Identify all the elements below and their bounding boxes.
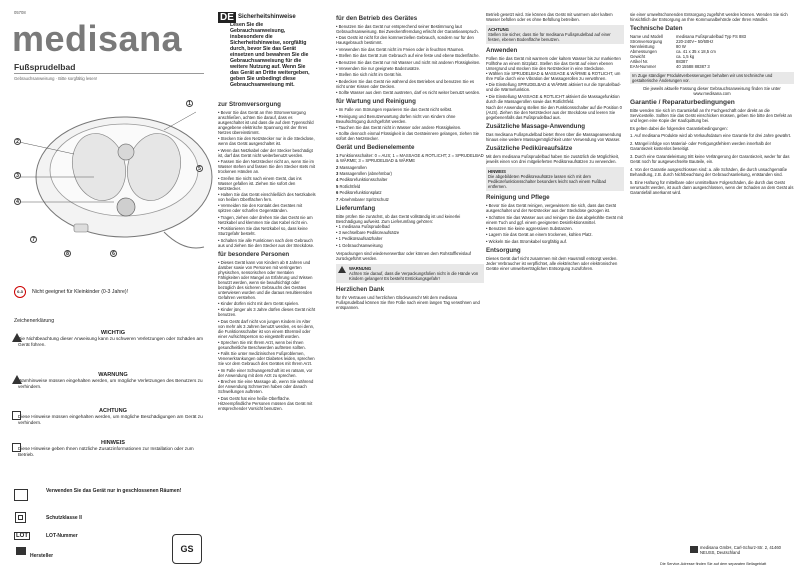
- lot-text: LOT-Nummer: [46, 533, 78, 539]
- image-number-2: 2: [14, 138, 21, 145]
- legend-title: Zeichenerklärung: [14, 318, 55, 324]
- list-item: • Verwenden Sie das Gerät nicht im Freien oder in feuchten Räumen.: [336, 47, 484, 52]
- tech-data-heading: Technische Daten: [630, 25, 683, 32]
- service-note: Die Service-Adresse finden Sie auf dem separaten Beilageblatt: [660, 562, 767, 566]
- legend-important-title: WICHTIG: [100, 330, 126, 336]
- list-item: • Tauchen Sie das Gerät nicht in Wasser oder andere Flüssigkeiten.: [336, 125, 484, 130]
- language-tag: DE: [220, 12, 234, 23]
- caution-icon: [12, 411, 21, 420]
- list-item: • Verwenden Sie nur geeignete Badezusätze.: [336, 66, 484, 71]
- list-item: • Benutzen Sie das Gerät nur mit Wasser und nicht mit anderen Flüssigkeiten.: [336, 60, 484, 65]
- maintenance-heading: für Wartung und Reinigung: [336, 98, 416, 106]
- list-item: • 3 wechselbare Pediküreaufsätze: [336, 230, 484, 235]
- list-item: • Benutzen Sie das Gerät nur entsprechend seiner Bestimmung laut Gebrauchsanweisung. Bei Zweckentfremdung erlischt der Garantieanspruch.: [336, 24, 484, 34]
- title-divider: [14, 73, 204, 74]
- product-title: Fußsprudelbad: [14, 62, 76, 72]
- list-item: • Die Einstellung MASSAGE & ROTLICHT aktiviert die Massagefunktion durch die Massagerollen sowie das Rotlichtfeld.: [486, 94, 624, 104]
- list-item: • Reinigung und Benutzerwartung dürfen nicht von Kindern ohne Beaufsichtigung durchgeführt werden.: [336, 114, 484, 124]
- table-row: Stromversorgung 220-240V~ 50/60Hz: [630, 39, 714, 44]
- legend-warning-text: Warnhinweise müssen eingehalten werden, um mögliche Verletzungen des Benutzers zu verhindern.: [18, 378, 203, 389]
- sgs-logo: GS: [172, 534, 202, 564]
- table-row: Name und Modell medisana Fußsprudelbad Typ FS 883: [630, 34, 746, 39]
- packaging-note: Verpackungen sind wiederverwertbar oder können dem Rohstoffkreislauf zurückgeführt werden.: [336, 250, 471, 261]
- manufacturer-text: Hersteller: [30, 553, 54, 559]
- image-number-3: 3: [14, 172, 21, 179]
- cleaning-heading: Reinigung und Pflege: [486, 194, 550, 202]
- list-item: • Benutzen Sie keine aggressiven Substanzen.: [486, 226, 624, 231]
- list-item: • Das Gerät darf nicht von jungen Kindern im Alter von mehr als 3 Jahren benutzt werden, es sei denn, die Funktionsschalter ist von einem Elternteil oder einer Aufsichtsperson so eingestellt worden.: [218, 319, 316, 339]
- safety-title: Sicherheitshinweise: [238, 14, 296, 20]
- table-row: Abmessungen ca. 41 x 35 x 18,5 cm: [630, 49, 716, 54]
- achtung-title: ACHTUNG: [488, 27, 509, 32]
- warranty-heading: Garantie / Reparaturbedingungen: [630, 99, 735, 106]
- legend-caution-title: ACHTUNG: [99, 408, 127, 414]
- column-4: [486, 12, 624, 572]
- achtung-box: [486, 25, 624, 44]
- legend-warning-title: WARNUNG: [98, 372, 128, 378]
- pedicure-text: Mit dem medisana Fußsprudelbad haben Sie zusätzlich die Möglichkeit, jeweils einen von drei mitgelieferten Pediküreaufsätzen zu verwenden.: [486, 154, 620, 165]
- list-item: • 1 medisana Fußsprudelbad: [336, 224, 484, 229]
- protection-class-text: Schutzklasse II: [46, 515, 82, 521]
- list-item: • Tragen, ziehen oder drehen Sie das Gerät nie am Netzkabel und klemmen Sie das Kabel nicht ein.: [218, 215, 316, 225]
- image-number-8: 8: [64, 250, 71, 257]
- usage-heading: Anwenden: [486, 47, 518, 54]
- list-item: • Fassen Sie den Netzstecker nicht an, wenn Sie im Wasser stehen und fassen Sie den Stecker stets mit trockenen Händen an.: [218, 159, 316, 174]
- operation-heading: für den Betrieb des Gerätes: [336, 15, 418, 22]
- list-item: • Bedecken Sie das Gerät nie während des Betriebes und benutzen Sie es nicht unter Kissen oder Decken.: [336, 79, 484, 89]
- legend-important: [18, 330, 208, 347]
- achtung-text: Stellen Sie sicher, dass Sie für medisana Fußsprudelbad auf einer festen, ebenen Bodenfläche benutzen.: [488, 32, 611, 42]
- info-icon: [12, 443, 21, 452]
- product-subtitle: Gebrauchsanweisung · Bitte sorgfältig lesen!: [14, 76, 98, 81]
- company-address: medisana GmbH, Carl-Schurz-Str. 2, 41460 NEUSS, Deutschland: [700, 545, 781, 555]
- image-number-6: 6: [110, 250, 117, 257]
- disposal-heading: Entsorgung: [486, 246, 521, 254]
- list-item: • Halten Sie das Gerät einschließlich des Netzkabels von heißen Oberflächen fern.: [218, 192, 316, 202]
- lot-code: LOT: [16, 533, 28, 539]
- after-use-text: Nach der Anwendung stellen Sie den Funktionsschalter auf die Position 0 (AUS). Ziehen Sie den Netzstecker aus der Steckdose und leeren Sie gegebenenfalls das Fußsprudelbad aus.: [486, 105, 622, 121]
- packaging-warning-title: WARNUNG: [349, 265, 372, 271]
- manufacturer-icon: [16, 547, 26, 555]
- hinweis-title: HINWEIS: [488, 169, 506, 175]
- list-item: • Das Gerät ist nicht für den kommerziellen Gebrauch, sondern nur für den Hausgebrauch bestimmt.: [336, 35, 484, 45]
- column-2: [218, 98, 316, 568]
- table-row: Artikel Nr. 88387: [630, 59, 688, 64]
- list-item: • Bevor Sie das Gerät an Ihre Stromversorgung anschließen, achten Sie darauf, dass es ausgeschaltet ist und dass die auf dem Typenschild angegebene elektrische Spannung mit der Ihres Netzes übereinstimmt.: [218, 110, 316, 135]
- thanks-heading: Herzlichen Dank: [336, 285, 385, 293]
- delivery-heading: Lieferumfang: [336, 204, 376, 212]
- safety-intro: Lesen Sie die Gebrauchsanweisung, insbesondere die Sicherheitshinweise, sorgfältig durch, bevor Sie das Gerät einsetzen und bewahren Sie die Gebrauchsanweisung für die weitere Nutzung auf. Wenn Sie das Gerät an Dritte weitergeben, geben Sie unbedingt diese Gebrauchsanweisung mit.: [230, 22, 310, 88]
- delivery-list: [336, 224, 484, 248]
- disposal-text: Dieses Gerät darf nicht zusammen mit dem Hausmüll entsorgt werden. Jeder Verbraucher ist verpflichtet, alle elektrischen oder elektronischen Geräte einer umweltverträglichen Entsorgung zuzuführen.: [486, 255, 618, 271]
- table-row: EAN-Nummer 40 15588 88387 3: [630, 64, 710, 69]
- indoor-use-icon: [14, 489, 28, 501]
- specs-table: [630, 34, 794, 69]
- hinweis-text: Die abgebildeten Pediküreaufsätze lassen sich mit dem Pedikürefunktionsschalter besonders leicht nach einem Fußbad entfernen.: [488, 174, 607, 190]
- list-item: • Lagern Sie das Gerät an einem trockenen, kühlen Platz.: [486, 232, 624, 237]
- list-item: 4. Von der Garantie ausgeschlossen sind: a. alle Schäden, die durch unsachgemäße Behandlung, z.B. durch Nichtbeachtung der Gebrauchsanleitung, entstanden sind.: [630, 167, 788, 177]
- column-5: [630, 12, 794, 512]
- warning-triangle-icon: [12, 333, 22, 342]
- special-persons-list: [218, 260, 316, 411]
- legend-warning: [18, 372, 208, 389]
- controls-heading: Gerät und Bedienelemente: [336, 144, 415, 152]
- image-number-5: 5: [196, 165, 203, 172]
- list-item: • Die Einstellung SPRUDELBAD & WÄRME aktiviert nur die Sprudelbad- und die Wärmefunktion.: [486, 82, 624, 92]
- legend-hint-text: Diese Hinweise geben Ihnen nützliche Zusatzinformationen zur Installation oder zum Betrieb.: [18, 446, 194, 457]
- legend-important-text: Die Nichtbeachtung dieser Anweisung kann zu schweren Verletzungen oder Schäden am Gerät führen.: [18, 336, 204, 347]
- usage-list: [486, 71, 624, 104]
- list-item: • Schütten Sie das Wasser aus und reinigen Sie das abgekühlte Gerät mit einem Tuch und ggf. einem geeigneten Desinfektionsmittel.: [486, 215, 624, 225]
- list-item: • 1 Gebrauchsanweisung: [336, 243, 484, 248]
- list-item: • Brechen Sie eine Massage ab, wenn Sie während der Anwendung Schmerzen haben oder danach Schwellungen auftreten.: [218, 379, 316, 394]
- spec-note: Im Zuge ständiger Produktverbesserungen behalten wir uns technische und gestalterische Änderungen vor.: [630, 72, 794, 84]
- col5-intro: sie einer umweltschonenden Entsorgung zugeführt werden können. Wenden Sie sich hinsichtlich der Entsorgung an Ihre Kommunalbehörde oder Ihren Händler.: [630, 12, 788, 22]
- list-item: • Sollte dennoch einmal Flüssigkeit in das Geräteinnere gelangen, ziehen Sie sofort den Netzstecker.: [336, 131, 484, 141]
- image-number-4: 4: [14, 198, 21, 205]
- table-row: Gewicht ca. 1,5 kg: [630, 54, 695, 59]
- list-item: • Bevor Sie das Gerät reinigen, vergewissern Sie sich, dass das Gerät ausgeschaltet und der Netzstecker aus der Steckdose gezogen ist.: [486, 203, 624, 213]
- cleaning-list: [486, 203, 624, 244]
- special-persons-heading: für besondere Personen: [218, 250, 290, 258]
- col4-intro: Betrieb gesetzt wird. Sie können das Gerät mit warmem oder kaltem Wasser befüllen oder es ohne Befüllung betreiben.: [486, 12, 613, 22]
- image-number-7: 7: [30, 236, 37, 243]
- list-item: • Wählen Sie SPRUDELBAD & MASSAGE & WÄRME & ROTLICHT, um Ihre Füße durch eine Vibration der Massagerollen zu verwöhnen.: [486, 71, 624, 81]
- legend-caution: [18, 408, 208, 425]
- child-warning-icon: 0-3: [14, 286, 26, 298]
- hinweis-box: [486, 167, 624, 191]
- list-item: • Stecken Sie den Netzstecker nur in die Steckdose, wenn das Gerät ausgeschaltet ist.: [218, 136, 316, 146]
- product-illustration: [14, 82, 214, 262]
- child-warning-text: Nicht geeignet für Kleinkinder (0-3 Jahre)!: [32, 289, 129, 295]
- power-list: [218, 110, 316, 248]
- list-item: • Dieses Gerät kann von Kindern ab 8 Jahren und darüber sowie von Personen mit verringerten physischen, sensorischen oder mentalen Fähigkeiten oder Mangel an Erfahrung und Wissen benutzt werden, wenn sie beaufsichtigt oder bezüglich des sicheren Gebrauchs des Gerätes unterwiesen wurden und die daraus resultierenden Gefahren verstehen.: [218, 260, 316, 300]
- list-item: 1. Auf medisana Produkte wird ab Verkaufsdatum eine Garantie für drei Jahre gewährt.: [630, 133, 792, 138]
- brand-logo: medisana: [12, 18, 183, 59]
- delivery-intro: Bitte prüfen Sie zunächst, ob das Gerät vollständig ist und keinerlei Beschädigung aufweist. Zum Lieferumfang gehören:: [336, 213, 461, 224]
- operation-list: [336, 24, 484, 95]
- protection-class-icon: [15, 512, 26, 523]
- table-row: Nennleistung 80 W: [630, 44, 686, 49]
- list-item: • Schalten Sie alle Funktionen nach dem Gebrauch aus und ziehen Sie den Stecker aus der Steckdose.: [218, 238, 316, 248]
- legend-hint-title: HINWEIS: [101, 440, 125, 446]
- list-item: • Das Gerät hat eine heiße Oberfläche. Hitzeempfindliche Personen müssen das Gerät mit entsprechender Vorsicht benutzen.: [218, 396, 316, 411]
- list-item: • 1 Pedikürsaufsatzhalter: [336, 236, 484, 241]
- legend-hint: [18, 440, 208, 457]
- list-item: 7 Abnehmbarer Spritzschutz: [336, 196, 389, 202]
- doc-note: Die jeweils aktuelle Fassung dieser Gebrauchsanweisung finden Sie unter www.medisana.com: [643, 86, 781, 96]
- list-item: • Positionieren Sie das Netzkabel so, dass keine Sturzgefahr besteht.: [218, 226, 316, 236]
- list-item: 2 Massagerollen: [336, 164, 367, 170]
- packaging-warning-text: Achten Sie darauf, dass die Verpackungsfolien nicht in die Hände von Kindern gelangen! Es besteht Erstickungsgefahr!: [349, 270, 479, 281]
- warning-triangle-icon: [338, 266, 346, 273]
- maintenance-list: [336, 107, 484, 141]
- packaging-warning: [336, 264, 484, 283]
- thanks-text: für Ihr Vertrauen und herzlichen Glückwunsch! Mit dem medisana Fußsprudelbad können Sie Ihre Füße nach einem langen Tag verwöhnen und entspannen.: [336, 294, 480, 310]
- massage-heading: Zusätzliche Massage-Anwendung: [486, 123, 586, 131]
- list-item: • Greifen Sie nicht nach einem Gerät, das ins Wasser gefallen ist. Ziehen Sie sofort den Netzstecker.: [218, 176, 316, 191]
- list-item: • Sollte Wasser aus dem Gerät austreten, darf es nicht weiter benutzt werden.: [336, 90, 484, 95]
- list-item: 5 Rotlichtfeld: [336, 183, 361, 189]
- list-item: 6 Pedikürefunktionsplatz: [336, 190, 382, 196]
- image-number-1: 1: [186, 100, 193, 107]
- list-item: 3 Massagerollen (abnehmbar): [336, 171, 392, 177]
- list-item: • Kinder jünger als 3 Jahre dürfen dieses Gerät nicht benutzen.: [218, 307, 316, 317]
- column-3: [336, 12, 484, 572]
- list-item: 4 Pedikürefunktionsschalter: [336, 177, 388, 183]
- list-item: 2. Mängel infolge von Material- oder Fertigungsfehlern werden innerhalb der Garantiezeit kostenlos beseitigt.: [630, 141, 772, 151]
- list-item: • Stellen Sie sich nicht im Gerät hin.: [336, 72, 484, 77]
- controls-list: [336, 153, 484, 201]
- list-item: • Vermeiden Sie den Kontakt des Gerätes mit spitzen oder scharfen Gegenständen.: [218, 203, 316, 213]
- list-item: • Wickeln Sie das Stromkabel sorgfältig auf.: [486, 239, 624, 244]
- list-item: • Falls Sie unter medizinischen Fußproblemen, Venenerkrankungen oder Diabetes leiden, sprechen Sie vor dem Gebrauch des Gerätes mit Ihrem Arzt.: [218, 351, 316, 366]
- list-item: • Im Falle von Störungen reparieren Sie das Gerät nicht selbst.: [336, 107, 484, 112]
- usage-text: Füllen Sie das Gerät mit warmem oder kaltem Wasser bis zur markierten Füllhöhe an einem Sitzplatz. Stellen Sie das Gerät auf einen ebenen Untergrund und stecken Sie den Netzstecker in eine Steckdose.: [486, 56, 621, 71]
- pedicure-heading: Zusätzliche Pediküreaufsätze: [486, 145, 573, 153]
- list-item: 1 Funktionsschalter: 0 = AUS; 1 = MASSAGE & ROTLICHT; 2 = SPRUDELBAD & WÄRME; 3 = SPRUDELBAD & WÄRME: [336, 153, 484, 164]
- warranty-conditions-intro: Es gelten dabei die folgenden Garantiebedingungen:: [630, 126, 728, 131]
- document-code: 05708: [14, 10, 26, 15]
- list-item: • Kinder dürfen nicht mit dem Gerät spielen.: [218, 301, 316, 306]
- warranty-terms: [630, 133, 794, 195]
- list-item: 3. Durch eine Garantieleistung tritt keine Verlängerung der Garantiezeit, weder für das Gerät noch für ausgewechselte Bauteile, ein.: [630, 154, 790, 164]
- manufacturer-icon: [690, 546, 698, 553]
- warning-triangle-icon: [12, 375, 22, 384]
- warranty-text: Bitte wenden Sie sich im Garantiefall an Ihr Fachgeschäft oder direkt an die Servicestelle. Sollten Sie das Gerät einschicken müssen, geben Sie bitte den Defekt an und legen eine Kopie der Kaufquittung bei.: [630, 108, 793, 123]
- indoor-use-text: Verwenden Sie das Gerät nur in geschlossenen Räumen!: [46, 488, 182, 494]
- list-item: • Sprechen Sie mit Ihrem Arzt, wenn bei Ihnen gesundheitliche Beschwerden auftreten sollten.: [218, 340, 316, 350]
- list-item: • Stellen Sie das Gerät zum Gebrauch auf eine feste und ebene Bodenfläche.: [336, 53, 484, 58]
- list-item: • Wenn das Netzkabel oder der Stecker beschädigt ist, darf das Gerät nicht weiterbenutzt werden.: [218, 148, 316, 158]
- legend-caution-text: Diese Hinweise müssen eingehalten werden, um mögliche Beschädigungen am Gerät zu verhindern.: [18, 414, 203, 425]
- list-item: 5. Eine Haftung für mittelbare oder unmittelbare Folgeschäden, die durch das Gerät verursacht werden, ist auch dann ausgeschlossen, wenn der Schaden an dem Gerät als Garantiefall anerkannt wird.: [630, 180, 794, 195]
- power-heading: zur Stromversorgung: [218, 101, 281, 108]
- list-item: • Im Falle einer Schwangerschaft ist es ratsam, vor der Anwendung mit dem Arzt zu sprechen.: [218, 368, 316, 378]
- massage-text: Das medisana Fußsprudelbad bietet Ihnen über die Massageanwendung hinaus eine weitere Massagemöglichkeit unter Verwendung von Wasser.: [486, 132, 622, 143]
